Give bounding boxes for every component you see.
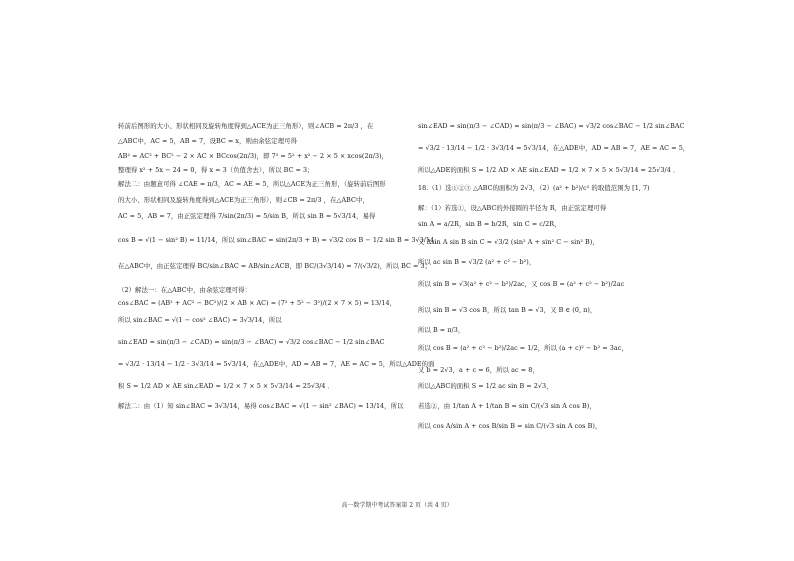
text-line: 所以 sin B = √3(a² + c² − b²)/2ac，又 cos B = (a² + c² − b²)/2ac xyxy=(418,280,625,288)
text-line: 积 S = 1/2 AD × AE sin∠EAD = 1/2 × 7 × 5 × 5√3/14 = 25√3/4 ． xyxy=(118,382,335,390)
text-line: sin A = a/2R，sin B = b/2R，sin C = c/2R， xyxy=(418,220,561,228)
text-line: 解法二：由（1）知 sin∠BAC = 3√3/14，易得 cos∠BAC = √(1 − sin² ∠BAC) = 13/14，所以 xyxy=(118,402,404,410)
text-line: 在△ABC中，由正弦定理得 BC/sin∠BAC = AB/sin∠ACB，即 BC/(3√3/14) = 7/(√3/2)，所以 BC = 3； xyxy=(118,262,432,270)
text-line: cos∠BAC = (AB² + AC² − BC²)/(2 × AB × AC) = (7² + 5² − 3²)/(2 × 7 × 5) = 13/14， xyxy=(118,299,397,307)
text-line: 的大小、形状相同及旋转角度得到△ACE为正三角形），则∠CB = 2π/3 ，在△ABC中， xyxy=(118,196,369,204)
text-line: △ABC中，AC = 5，AB = 7，设BC = x，则由余弦定理可得 xyxy=(118,137,298,145)
text-line: 所以△ADE的面积 S = 1/2 AD × AE sin∠EAD = 1/2 × 7 × 5 × 5√3/14 = 25√3/4 ． xyxy=(418,166,680,174)
text-line: sin∠EAD = sin(π/3 − ∠CAD) = sin(π/3 − ∠BAC) = √3/2 cos∠BAC − 1/2 sin∠BAC xyxy=(418,122,685,130)
text-line: 18.（1）选①②③ △ABC的面积为 2√3，（2）(a² + b²)/c² 的取值范围为 [1, 7) xyxy=(418,184,650,192)
text-line: 所以△ABC的面积 S = 1/2 ac sin B = 2√3， xyxy=(418,382,553,390)
text-line: = √3/2 · 13/14 − 1/2 · 3√3/14 = 5√3/14，在△ADE中，AD = AB = 7，AE = AC = 5， xyxy=(418,144,690,152)
text-line: 解法二：由题意可得 ∠CAE = π/3，AC = AE = 5，所以△ACE为正三角形，（旋转前后图形 xyxy=(118,180,386,188)
text-line: 所以 sin B = √3 cos B，所以 tan B = √3，又 B ∈ (0, π)， xyxy=(418,306,597,314)
text-line: = √3/2 · 13/14 − 1/2 · 3√3/14 = 5√3/14，在△ADE中，AD = AB = 7，AE = AC = 5，所以△ADE的面 xyxy=(118,360,435,368)
text-line: 所以 cos A/sin A + cos B/sin B = sin C/(√3 sin A cos B)， xyxy=(418,422,602,430)
text-line: AB² = AC² + BC² − 2 × AC × BCcos(2π/3)，即 7² = 5² + x² − 2 × 5 × xcos(2π/3)， xyxy=(118,152,389,160)
text-line: 解：（1）若选①，设△ABC的外接圆的半径为 R，由正弦定理可得 xyxy=(418,204,607,212)
text-line: 又 Δsin A sin B sin C = √3/2 (sin² A + sin² C − sin² B)， xyxy=(418,238,599,246)
text-line: 又 b = 2√3，a + c = 6，所以 ac = 8， xyxy=(418,366,539,374)
text-line: sin∠EAD = sin(π/3 − ∠CAD) = sin(π/3 − ∠BAC) = √3/2 cos∠BAC − 1/2 sin∠BAC xyxy=(118,338,385,346)
text-line: AC = 5，AB = 7，由正弦定理得 7/sin(2π/3) = 5/sin B，所以 sin B = 5√3/14，易得 xyxy=(118,212,376,220)
text-line: 所以 sin∠BAC = √(1 − cos² ∠BAC) = 3√3/14，所以 xyxy=(118,316,282,324)
page-footer: 高一数学期中考试答案第 2 页（共 4 页） xyxy=(341,502,453,509)
text-line: 所以 ac sin B = √3/2 (a² + c² − b²)， xyxy=(418,258,536,266)
text-line: cos B = √(1 − sin² B) = 11/14，所以 sin∠BAC = sin(2π/3 + B) = √3/2 cos B − 1/2 sin B = 3√3/14， xyxy=(118,236,441,244)
text-line: 转前后图形的大小、形状相同及旋转角度得到△ACE为正三角形），则∠ACB = 2π/3 ，在 xyxy=(118,122,374,130)
text-line: 所以 B = π/3， xyxy=(418,326,465,334)
text-line: 整理得 x² + 5x − 24 = 0，得 x = 3（负值舍去），所以 BC = 3； xyxy=(118,166,314,174)
text-line: 所以 cos B = (a² + c² − b²)/2ac = 1/2，所以 (a + c)² − b² = 3ac， xyxy=(418,344,628,352)
text-line: 若选②，由 1/tan A + 1/tan B = sin C/(√3 sin A cos B)， xyxy=(418,402,596,410)
text-line: （2）解法一：在△ABC中，由余弦定理可得： xyxy=(118,286,252,294)
